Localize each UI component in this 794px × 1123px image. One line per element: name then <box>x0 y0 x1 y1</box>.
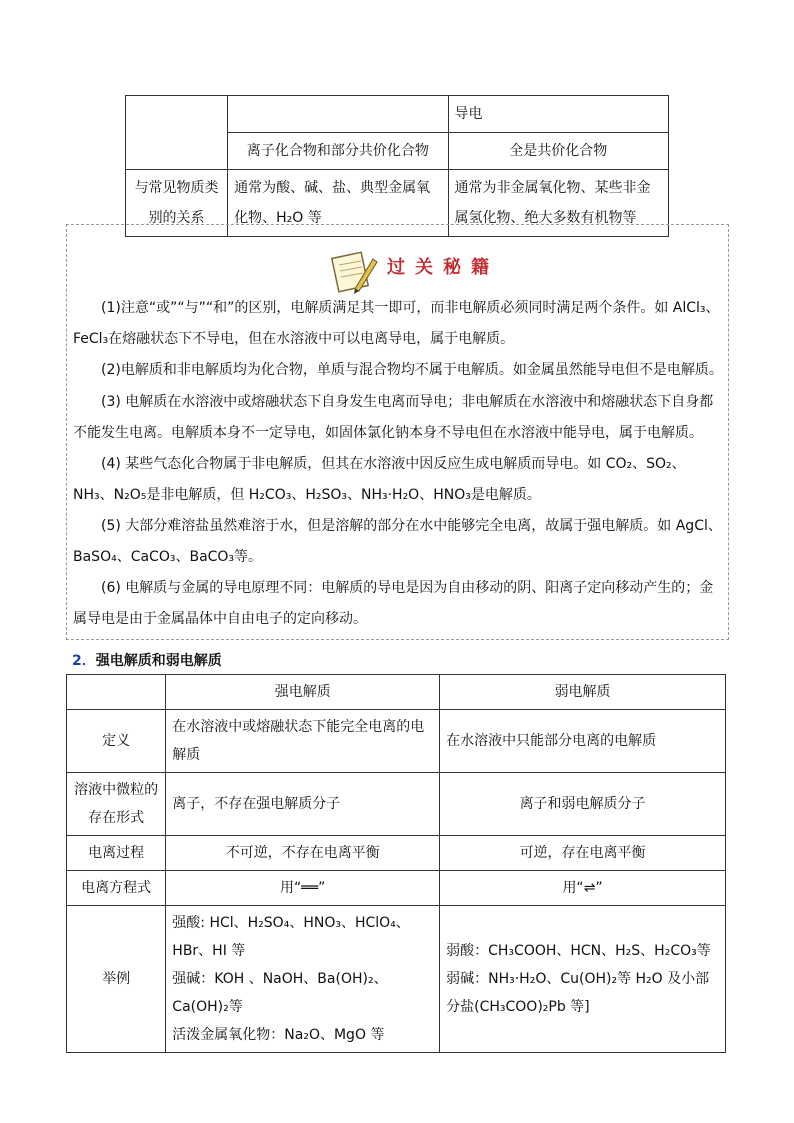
table-cell: 用“⇌” <box>440 871 726 906</box>
table-cell <box>228 96 448 133</box>
tips-box <box>66 224 729 640</box>
table-cell: 定义 <box>67 710 166 773</box>
table-cell: 电离方程式 <box>67 871 166 906</box>
table-row <box>67 710 726 773</box>
table-row <box>67 871 726 906</box>
strong-examples-cell <box>166 906 440 1053</box>
strong-example-line: 强酸: HCl、H₂SO₄、HNO₃、HClO₄、HBr、HI 等 <box>172 915 410 959</box>
table-row <box>67 773 726 836</box>
table-cell: 可逆，存在电离平衡 <box>440 836 726 871</box>
table-cell: 用“══” <box>166 871 440 906</box>
table-cell: 通常为酸、碱、盐、典型金属氧化物、H₂O 等 <box>228 170 448 237</box>
table-header-cell: 强电解质 <box>166 675 440 710</box>
table-row <box>126 96 669 133</box>
table-header-cell: 弱电解质 <box>440 675 726 710</box>
table-cell: 导电 <box>448 96 668 133</box>
section-title: 强电解质和弱电解质 <box>95 653 222 669</box>
table-header-row <box>67 675 726 710</box>
section-number: 2． <box>72 653 96 669</box>
table-header-cell <box>67 675 166 710</box>
table-cell: 溶液中微粒的存在形式 <box>67 773 166 836</box>
notebook-icon <box>325 249 381 295</box>
table-cell <box>126 96 228 170</box>
tip-3: (3) 电解质在水溶液中或熔融状态下自身发生电离而导电；非电解质在水溶液中和熔融状态下自身都不能发生电离。电解质本身不一定导电，如固体氯化钠本身不导电但在水溶液中能导电，属于电解质。 <box>73 394 714 441</box>
strong-example-line: 活泼金属氧化物：Na₂O、MgO 等 <box>172 1027 385 1043</box>
tip-5: (5) 大部分难溶盐虽然难溶于水，但是溶解的部分在水中能够完全电离，故属于强电解质。如 AgCl、BaSO₄、CaCO₃、BaCO₃等。 <box>73 518 722 565</box>
comparison-table-bottom <box>66 674 726 1053</box>
tip-6: (6) 电解质与金属的导电原理不同：电解质的导电是因为自由移动的阴、阳离子定向移动产生的；金属导电是由于金属晶体中自由电子的定向移动。 <box>73 580 714 627</box>
table-cell: 离子化合物和部分共价化合物 <box>228 133 448 170</box>
table-cell: 离子和弱电解质分子 <box>440 773 726 836</box>
weak-examples-cell <box>440 906 726 1053</box>
table-cell: 不可逆，不存在电离平衡 <box>166 836 440 871</box>
table-cell: 全是共价化合物 <box>448 133 668 170</box>
tip-2: (2)电解质和非电解质均为化合物，单质与混合物均不属于电解质。如金属虽然能导电但不是电解质。 <box>101 362 723 378</box>
weak-example-line: 弱酸：CH₃COOH、HCN、H₂S、H₂CO₃等 <box>446 943 711 959</box>
table-cell: 离子，不存在强电解质分子 <box>166 773 440 836</box>
tip-4: (4) 某些气态化合物属于非电解质，但其在水溶液中因反应生成电解质而导电。如 CO₂、SO₂、NH₃、N₂O₅是非电解质，但 H₂CO₃、H₂SO₃、NH₃·H₂O、HNO₃是电解质。 <box>73 456 686 503</box>
weak-example-line: 弱碱：NH₃·H₂O、Cu(OH)₂等 H₂O 及小部分盐(CH₃COO)₂Pb 等] <box>446 971 710 1015</box>
tip-1: (1)注意“或”“与”“和”的区别，电解质满足其一即可，而非电解质必须同时满足两个条件。如 AlCl₃、FeCl₃在熔融状态下不导电，但在水溶液中可以电离导电，属于电解质。 <box>73 300 720 347</box>
tips-header <box>67 241 728 281</box>
table-cell: 通常为非金属氧化物、某些非金属氢化物、绝大多数有机物等 <box>448 170 668 237</box>
table-cell: 举例 <box>67 906 166 1053</box>
comparison-table-top <box>125 95 669 237</box>
table-row <box>67 906 726 1053</box>
tips-title: 过关秘籍 <box>387 257 499 278</box>
table-cell: 电离过程 <box>67 836 166 871</box>
table-cell: 在水溶液中只能部分电离的电解质 <box>440 710 726 773</box>
section-heading <box>72 650 222 670</box>
table-cell: 在水溶液中或熔融状态下能完全电离的电解质 <box>166 710 440 773</box>
table-cell: 与常见物质类别的关系 <box>126 170 228 237</box>
table-row <box>67 836 726 871</box>
strong-example-line: 强碱：KOH 、NaOH、Ba(OH)₂、Ca(OH)₂等 <box>172 971 388 1015</box>
